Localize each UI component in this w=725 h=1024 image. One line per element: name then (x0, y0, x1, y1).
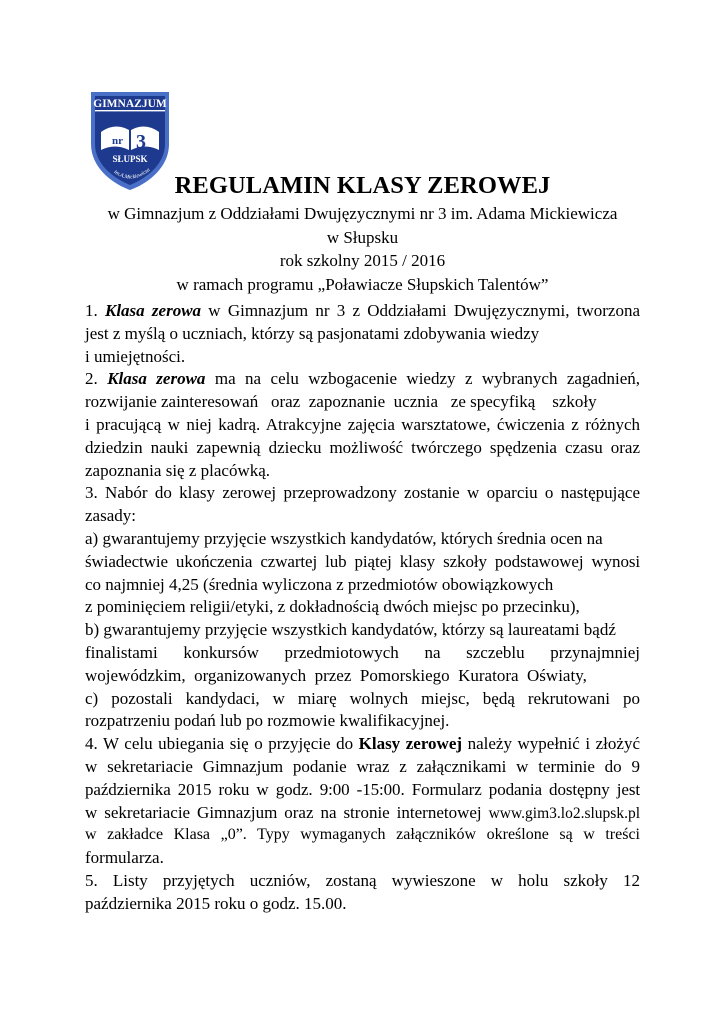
program-line: w ramach programu „Poławiacze Słupskich Talentów” (176, 275, 549, 294)
rule-c-line-1: c) pozostali kandydaci, w miarę wolnych miejsc, będą rekrutowani po (85, 688, 640, 708)
school-year-line: rok szkolny 2015 / 2016 (279, 251, 446, 270)
rule-a-line-2: świadectwie ukończenia czwartej lub piątej klasy szkoły podstawowej wynosi (85, 551, 640, 571)
class-name-emphasis: Klasa zerowa (105, 301, 202, 320)
logo-city: SŁUPSK (112, 154, 148, 164)
class-name-bold: Klasy zerowej (358, 734, 463, 754)
point-1-line-3: i umiejętności. (85, 346, 186, 366)
point-2-line-4: dziedzin nauki zapewnią dziecku możliwość twórczego spędzenia czasu oraz (85, 437, 640, 457)
point-4-line-1: 4. W celu ubiegania się o przyjęcie do Klasy zerowej należy wypełnić i złożyć (85, 734, 640, 754)
point-2-line-3: i pracującą w niej kadrą. Atrakcyjne zajęcia warsztatowe, ćwiczenia z różnych (85, 414, 640, 434)
point-1-line-1: 1. Klasa zerowa w Gimnazjum nr 3 z Oddziałami Dwujęzycznymi, tworzona (85, 301, 640, 320)
rule-b-line-1: b) gwarantujemy przyjęcie wszystkich kandydatów, którzy są laureatami bądź (85, 620, 616, 640)
point-1-line-2: jest z myślą o uczniach, którzy są pasjonatami zdobywania wiedzy (85, 323, 540, 343)
rule-a-line-4: z pominięciem religii/etyki, z dokładnością dwóch miejsc po przecinku), (85, 597, 580, 617)
logo-number: 3 (136, 131, 146, 153)
point-2-line-1: 2. Klasa zerowa ma na celu wzbogacenie wiedzy z wybranych zagadnień, (85, 369, 641, 389)
rule-b-line-3: wojewódzkim, organizowanych przez Pomorskiego Kuratora Oświaty, (85, 665, 587, 685)
point-2-line-5: zapoznania się z placówką. (85, 460, 271, 480)
class-name-emphasis: Klasa zerowa (107, 369, 206, 389)
point-5-line-1: 5. Listy przyjętych uczniów, zostaną wywieszone w holu szkoły 12 (85, 870, 640, 890)
rule-a-line-3: co najmniej 4,25 (średnia wyliczona z przedmiotów obowiązkowych (85, 574, 554, 594)
point-3-line-1: 3. Nabór do klasy zerowej przeprowadzony zostanie w oparciu o następujące (85, 483, 640, 503)
point-3-line-2: zasady: (85, 506, 136, 526)
document-title: REGULAMIN KLASY ZEROWEJ (174, 172, 551, 199)
logo-top-text: GIMNAZJUM (93, 98, 167, 110)
regulation-body (85, 300, 640, 916)
point-5-line-2: października 2015 roku o godz. 15.00. (85, 893, 347, 913)
city-line: w Słupsku (326, 228, 399, 247)
rule-b-line-2: finalistami konkursów przedmiotowych na szczeblu przynajmniej (85, 642, 640, 662)
rule-c-line-2: rozpatrzeniu podań lub po rozmowie kwalifikacyjnej. (85, 711, 450, 731)
point-4-line-6: formularza. (85, 848, 164, 868)
logo-arc-text: im.A.Mickiewicza (112, 167, 152, 181)
school-website-url: www.gim3.lo2.slupsk.pl (488, 804, 641, 822)
point-4-line-3: października 2015 roku w godz. 9:00 -15:00. Formularz podania dostępny jest (85, 779, 640, 799)
point-4-line-4: w sekretariacie Gimnazjum oraz na stronie internetowej www.gim3.lo2.slupsk.pl (85, 802, 641, 822)
point-4-line-2: w sekretariacie Gimnazjum podanie wraz z załącznikami w terminie do 9 (85, 756, 640, 776)
school-name-line: w Gimnazjum z Oddziałami Dwujęzycznymi nr 3 im. Adama Mickiewicza (107, 204, 618, 223)
point-2-line-2: rozwijanie zainteresowań oraz zapoznanie ucznia ze specyfiką szkoły (85, 392, 597, 412)
rule-a-line-1: a) gwarantujemy przyjęcie wszystkich kandydatów, których średnia ocen na (85, 528, 603, 548)
logo-nr-text: nr (112, 135, 123, 147)
point-4-line-5: w zakładce Klasa „0”. Typy wymaganych załączników określone są w treści (85, 826, 640, 844)
